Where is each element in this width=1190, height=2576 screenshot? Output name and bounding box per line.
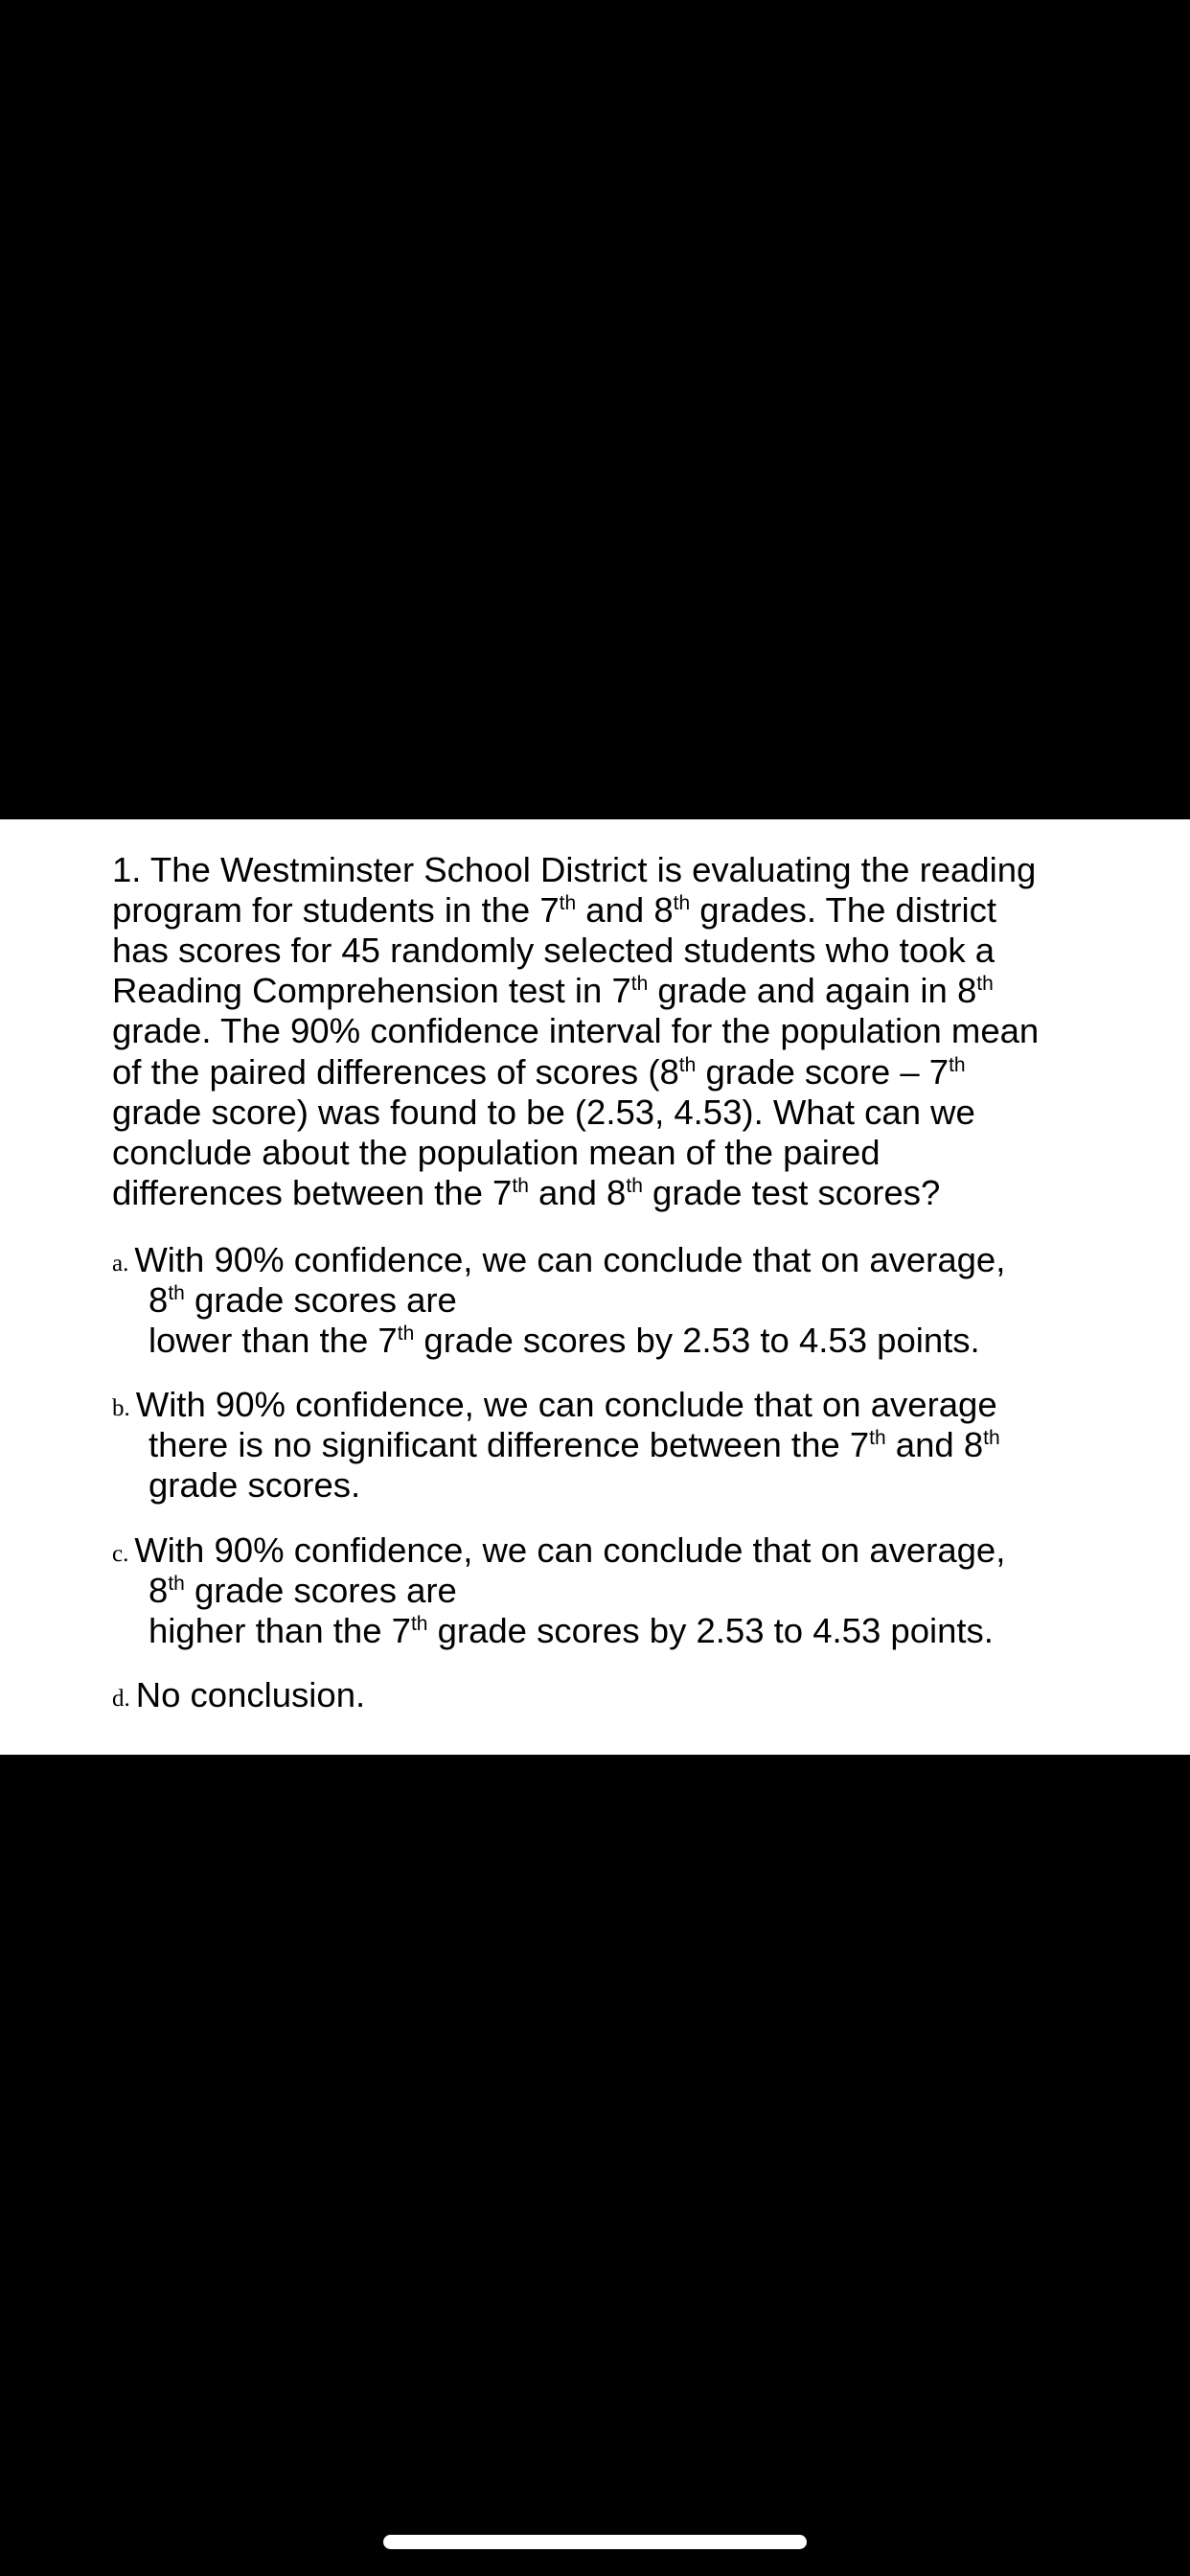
ordinal-superscript: th (168, 1573, 185, 1595)
choice-a-line (149, 1280, 457, 1321)
choice-b-line (112, 1385, 997, 1430)
choice-b-line (149, 1425, 1000, 1465)
question-text-line (112, 931, 995, 971)
ordinal-superscript: th (678, 1054, 697, 1076)
choice-marker: d. (112, 1686, 130, 1712)
line-text: grade score) was found to be (2.53, 4.53). What can we (112, 1092, 975, 1132)
line-text: grade scores by 2.53 to 4.53 points. (427, 1611, 994, 1650)
choice-d-line (112, 1675, 365, 1720)
question-text-line (112, 1092, 975, 1133)
line-text: 8 (149, 1571, 169, 1610)
ordinal-superscript: th (949, 1054, 966, 1076)
ordinal-superscript: th (626, 1175, 643, 1197)
line-text: grade score – 7 (696, 1052, 950, 1092)
line-text: With 90% confidence, we can conclude that on average, (134, 1530, 1006, 1570)
choice-a-line (112, 1240, 1005, 1285)
line-text: With 90% confidence, we can conclude that on average (135, 1385, 997, 1424)
line-text: 8 (149, 1280, 169, 1320)
line-text: and 8 (885, 1425, 984, 1464)
line-text: lower than the 7 (149, 1321, 398, 1360)
line-text: differences between the 7 (112, 1173, 513, 1212)
ordinal-superscript: th (630, 973, 649, 995)
line-text: grade scores by 2.53 to 4.53 points. (414, 1321, 980, 1360)
line-text: Reading Comprehension test in 7 (112, 971, 631, 1010)
line-text: With 90% confidence, we can conclude that on average, (134, 1240, 1006, 1279)
ordinal-superscript: th (559, 892, 577, 914)
line-text: grade and again in 8 (648, 971, 977, 1010)
question-text-line (112, 890, 996, 931)
ordinal-superscript: th (976, 973, 994, 995)
ordinal-superscript: th (397, 1322, 415, 1345)
choice-marker: b. (112, 1395, 130, 1421)
question-text-line (112, 1173, 940, 1213)
line-text: and 8 (576, 890, 674, 930)
choice-c-line (149, 1611, 994, 1651)
choice-b-line (149, 1465, 360, 1506)
ordinal-superscript: th (983, 1427, 1000, 1449)
ordinal-superscript: th (673, 892, 691, 914)
line-text: grade scores. (149, 1465, 361, 1505)
choice-c-line (112, 1530, 1005, 1576)
line-text: grade scores are (184, 1571, 457, 1610)
line-text: there is no significant difference between the 7 (149, 1425, 870, 1464)
line-text: grades. The district (690, 890, 997, 930)
line-text: higher than the 7 (149, 1611, 411, 1650)
line-text: and 8 (528, 1173, 627, 1212)
question-text-line (112, 1133, 881, 1173)
choice-c-line (149, 1571, 457, 1611)
ordinal-superscript: th (512, 1175, 529, 1197)
ordinal-superscript: th (168, 1282, 185, 1304)
line-text: grade. The 90% confidence interval for the population mean (112, 1011, 1040, 1050)
ordinal-superscript: th (869, 1427, 886, 1449)
line-text: grade test scores? (642, 1173, 941, 1212)
line-text: conclude about the population mean of the paired (112, 1133, 881, 1172)
ordinal-superscript: th (410, 1613, 428, 1635)
line-text: has scores for 45 randomly selected students who took a (112, 931, 995, 970)
question-document (0, 819, 1190, 1755)
line-text: 1. The Westminster School District is evaluating the reading (112, 850, 1037, 889)
line-text: of the paired differences of scores (8 (112, 1052, 679, 1092)
question-text-line (112, 971, 994, 1011)
question-text-line (112, 1011, 1039, 1051)
line-text: grade scores are (184, 1280, 457, 1320)
choice-marker: c. (112, 1541, 129, 1567)
question-text-line (112, 850, 1036, 890)
line-text: No conclusion. (135, 1675, 366, 1714)
question-text-line (112, 1052, 966, 1092)
home-indicator[interactable] (383, 2535, 807, 2549)
line-text: program for students in the 7 (112, 890, 560, 930)
choice-marker: a. (112, 1251, 129, 1276)
choice-a-line (149, 1321, 980, 1361)
